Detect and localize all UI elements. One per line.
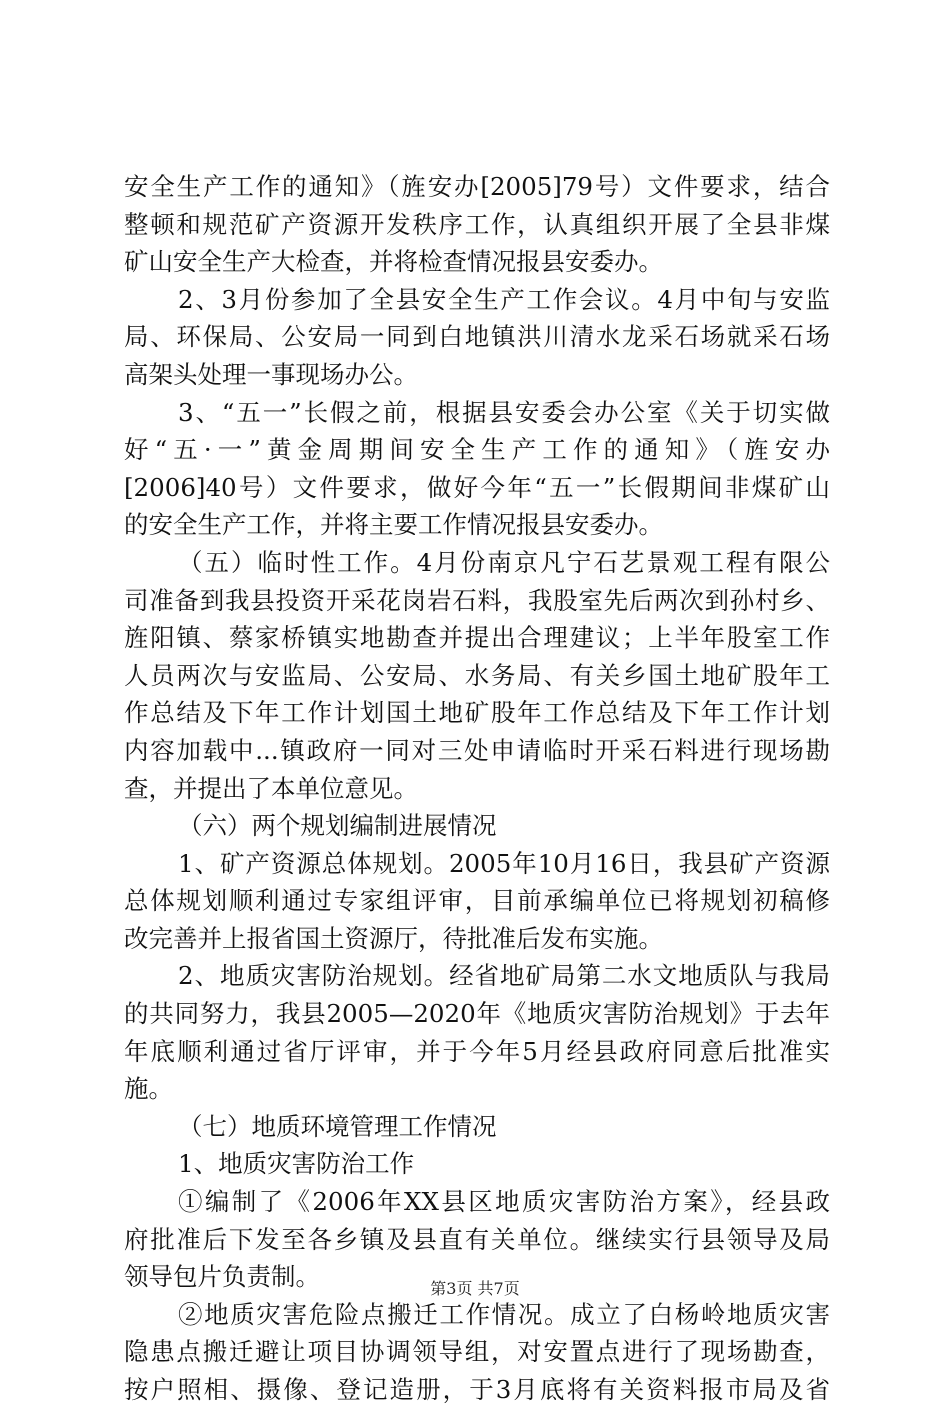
text-line: 隐患点搬迁避让项目协调领导组，对安置点进行了现场勘查，	[124, 1337, 830, 1367]
text-line: 府批准后下发至各乡镇及县直有关单位。继续实行县领导及局	[124, 1224, 830, 1254]
text-line: 人员两次与安监局、公安局、水务局、有关乡国土地矿股年工	[124, 660, 830, 690]
page-footer: 第3页 共7页	[430, 1279, 520, 1298]
text-line: 整顿和规范矿产资源开发秩序工作，认真组织开展了全县非煤	[124, 209, 830, 239]
text-line: 总体规划顺利通过专家组评审，目前承编单位已将规划初稿修	[124, 886, 830, 916]
text-line: 施。	[124, 1074, 173, 1104]
text-line: 内容加载中...镇政府一同对三处申请临时开采石料进行现场勘	[124, 735, 830, 765]
text-line: 作总结及下年工作计划国土地矿股年工作总结及下年工作计划	[124, 698, 830, 728]
text-line: 2、3月份参加了全县安全生产工作会议。4月中旬与安监	[178, 284, 830, 314]
text-line: 3、“五一”长假之前，根据县安委会办公室《关于切实做	[178, 397, 830, 427]
text-line: 领导包片负责制。	[124, 1262, 320, 1292]
text-line: 司准备到我县投资开采花岗岩石料，我股室先后两次到孙村乡、	[124, 585, 830, 615]
text-line: 年底顺利通过省厅评审，并于今年5月经县政府同意后批准实	[124, 1036, 830, 1066]
text-line: [2006]40号）文件要求，做好今年“五一”长假期间非煤矿山	[124, 472, 830, 502]
text-line: 的安全生产工作，并将主要工作情况报县安委办。	[124, 510, 663, 540]
text-line: （七）地质环境管理工作情况	[178, 1111, 497, 1141]
text-line: 的共同努力，我县2005—2020年《地质灾害防治规划》于去年	[124, 999, 830, 1029]
text-line: 好“五·一”黄金周期间安全生产工作的通知》（旌安办	[124, 435, 830, 465]
text-line: 矿山安全生产大检查，并将检查情况报县安委办。	[124, 247, 663, 277]
text-line: 查，并提出了本单位意见。	[124, 773, 418, 803]
text-line: 2、地质灾害防治规划。经省地矿局第二水文地质队与我局	[178, 961, 830, 991]
text-line: 高架头处理一事现场办公。	[124, 359, 418, 389]
text-line: （六）两个规划编制进展情况	[178, 811, 497, 841]
text-line: 改完善并上报省国土资源厅，待批准后发布实施。	[124, 923, 663, 953]
document-body	[124, 168, 830, 1409]
text-line: 按户照相、摄像、登记造册，于3月底将有关资料报市局及省	[124, 1375, 830, 1404]
text-line: （五）临时性工作。4月份南京凡宁石艺景观工程有限公	[178, 547, 830, 577]
text-line: 1、矿产资源总体规划。2005年10月16日，我县矿产资源	[178, 848, 830, 878]
text-line: 1、地质灾害防治工作	[178, 1149, 415, 1179]
text-line: ②地质灾害危险点搬迁工作情况。成立了白杨岭地质灾害	[178, 1299, 830, 1329]
text-line: ①编制了《2006年XX县区地质灾害防治方案》，经县政	[178, 1187, 830, 1217]
text-line: 安全生产工作的通知》（旌安办[2005]79号）文件要求，结合	[124, 172, 830, 201]
text-line: 局、环保局、公安局一同到白地镇洪川清水龙采石场就采石场	[124, 322, 830, 352]
text-line: 旌阳镇、蔡家桥镇实地勘查并提出合理建议；上半年股室工作	[124, 623, 830, 653]
